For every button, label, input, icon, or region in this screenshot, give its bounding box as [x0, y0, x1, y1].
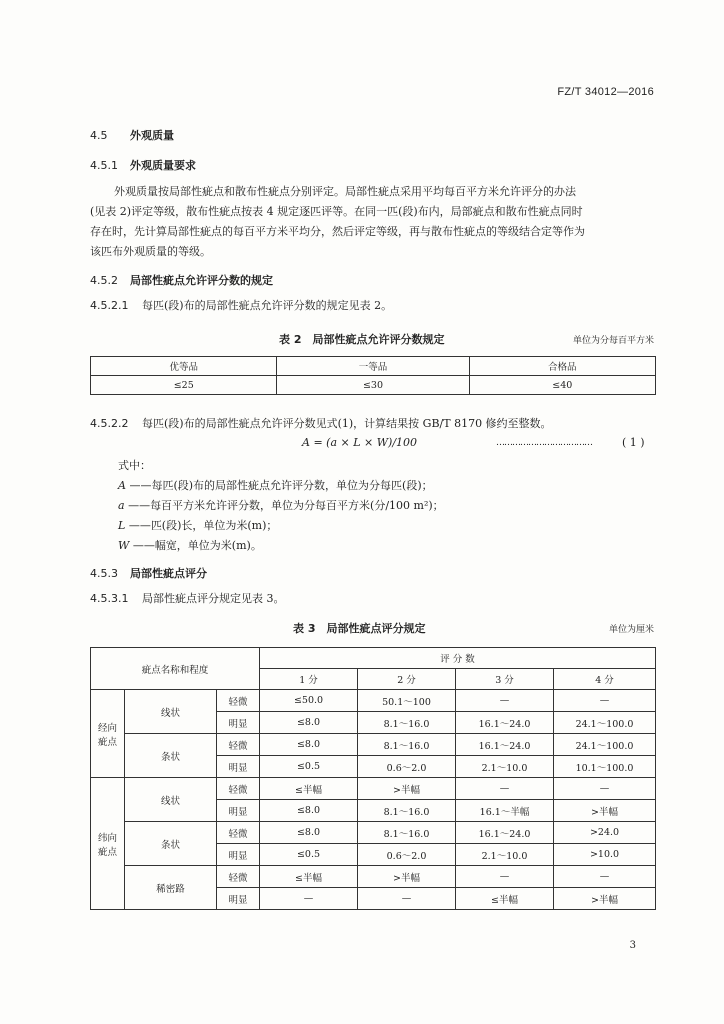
defect-group-cell: 经向 疵点 [91, 690, 125, 778]
score-value-cell: 0.6～2.0 [358, 756, 456, 778]
formula-leader-dots: ……………………………… [496, 438, 592, 448]
variable-desc: ——匹(段)长，单位为米(m)； [128, 519, 278, 532]
score-column-header: 3 分 [456, 669, 554, 690]
variable-symbol: a [118, 499, 125, 512]
table-row [91, 866, 656, 888]
table3-caption: 表 3 局部性疵点评分规定 [293, 622, 426, 635]
score-value-cell: 16.1～半幅 [456, 800, 554, 822]
clause-4-5-3-1 [90, 589, 655, 609]
score-value-cell: 8.1～16.0 [358, 822, 456, 844]
score-value-cell: ≤半幅 [260, 778, 358, 800]
equation-number: ( 1 ) [622, 436, 645, 449]
paragraph-line: 外观质量按局部性疵点和散布性疵点分别评定。局部性疵点采用平均每百平方米允许评分的办法 [114, 185, 576, 198]
severity-cell: 轻微 [217, 822, 260, 844]
score-value-cell: 16.1～24.0 [456, 712, 554, 734]
score-value-cell: — [456, 690, 554, 712]
score-value-cell: >10.0 [554, 844, 656, 866]
paragraph-4-5-1 [90, 182, 655, 262]
score-value-cell: ≤8.0 [260, 800, 358, 822]
table-row [91, 734, 656, 756]
severity-cell: 明显 [217, 888, 260, 910]
heading-title: 外观质量要求 [130, 159, 196, 172]
score-value-cell: 8.1～16.0 [358, 712, 456, 734]
heading-title: 外观质量 [130, 129, 174, 142]
severity-cell: 明显 [217, 712, 260, 734]
clause-4-5-2-2 [90, 414, 655, 434]
table3-body [91, 648, 656, 910]
heading-4-5-1 [90, 157, 196, 173]
score-header-cell: 评 分 数 [260, 648, 656, 669]
where-intro: 式中： [118, 459, 151, 472]
severity-cell: 轻微 [217, 690, 260, 712]
heading-number: 4.5 [90, 129, 108, 142]
paragraph-line: 该匹布外观质量的等级。 [90, 245, 211, 258]
score-value-cell: >半幅 [554, 800, 656, 822]
score-value-cell: 24.1～100.0 [554, 712, 656, 734]
score-value-cell: ≤0.5 [260, 756, 358, 778]
variable-desc: ——幅宽，单位为米(m)。 [132, 539, 262, 552]
score-value-cell: ≤0.5 [260, 844, 358, 866]
table-cell: ≤25 [91, 376, 277, 395]
table-row [91, 778, 656, 800]
variable-line [118, 496, 444, 516]
variable-line [118, 536, 444, 556]
clause-number: 4.5.2.2 [90, 417, 129, 430]
variable-desc: ——每百平方米允许评分数，单位为分每百平方米(分/100 m²)； [128, 499, 444, 512]
severity-cell: 明显 [217, 756, 260, 778]
severity-cell: 轻微 [217, 778, 260, 800]
score-value-cell: >半幅 [554, 888, 656, 910]
table-header-row [91, 357, 656, 376]
table-3 [90, 647, 656, 910]
score-value-cell: >24.0 [554, 822, 656, 844]
severity-cell: 明显 [217, 800, 260, 822]
score-value-cell: ≤半幅 [260, 866, 358, 888]
defect-type-cell: 线状 [125, 778, 217, 822]
score-value-cell: — [456, 866, 554, 888]
score-value-cell: — [358, 888, 456, 910]
score-column-header: 1 分 [260, 669, 358, 690]
clause-4-5-2-1 [90, 296, 655, 316]
heading-4-5 [90, 127, 174, 143]
defect-type-cell: 线状 [125, 690, 217, 734]
formula-expression: A = (a × L × W)/100 [302, 436, 418, 449]
paragraph-line: (见表 2)评定等级，散布性疵点按表 4 规定逐匹评等。在同一匹(段)布内，局部疵点和散布性疵点同时 [90, 205, 583, 218]
score-value-cell: 16.1～24.0 [456, 734, 554, 756]
score-value-cell: 10.1～100.0 [554, 756, 656, 778]
defect-group-cell: 纬向 疵点 [91, 778, 125, 910]
clause-number: 4.5.3.1 [90, 592, 129, 605]
heading-number: 4.5.1 [90, 159, 118, 172]
heading-number: 4.5.3 [90, 567, 118, 580]
score-value-cell: 2.1～10.0 [456, 844, 554, 866]
score-value-cell: ≤8.0 [260, 712, 358, 734]
variable-symbol: A [118, 479, 126, 492]
severity-cell: 轻微 [217, 866, 260, 888]
score-value-cell: ≤半幅 [456, 888, 554, 910]
score-value-cell: — [554, 690, 656, 712]
score-value-cell: 16.1～24.0 [456, 822, 554, 844]
heading-title: 局部性疵点评分 [130, 567, 207, 580]
paragraph-line: 存在时，先计算局部性疵点的每百平方米平均分，然后评定等级，再与散布性疵点的等级结合定等作为 [90, 225, 585, 238]
table-header-cell: 一等品 [277, 357, 469, 376]
score-value-cell: >半幅 [358, 778, 456, 800]
table-cell: ≤30 [277, 376, 469, 395]
score-value-cell: 8.1～16.0 [358, 734, 456, 756]
score-column-header: 4 分 [554, 669, 656, 690]
clause-text: 局部性疵点评分规定见表 3。 [142, 592, 285, 605]
table-header-row [91, 648, 656, 669]
score-value-cell: ≤8.0 [260, 734, 358, 756]
clause-text: 每匹(段)布的局部性疵点允许评分数的规定见表 2。 [142, 299, 393, 312]
score-value-cell: 24.1～100.0 [554, 734, 656, 756]
heading-number: 4.5.2 [90, 274, 118, 287]
table-cell: ≤40 [469, 376, 655, 395]
score-value-cell: 2.1～10.0 [456, 756, 554, 778]
variable-symbol: L [118, 519, 126, 532]
score-value-cell: — [554, 866, 656, 888]
score-column-header: 2 分 [358, 669, 456, 690]
table-2 [90, 356, 656, 395]
score-value-cell: 0.6～2.0 [358, 844, 456, 866]
severity-cell: 明显 [217, 844, 260, 866]
variable-symbol: W [118, 539, 130, 552]
table-header-cell: 合格品 [469, 357, 655, 376]
score-value-cell: — [260, 888, 358, 910]
heading-title: 局部性疵点允许评分数的规定 [130, 274, 273, 287]
defect-type-cell: 稀密路 [125, 866, 217, 910]
formula-variables [118, 456, 444, 556]
heading-4-5-2 [90, 272, 273, 288]
score-value-cell: — [456, 778, 554, 800]
score-value-cell: — [554, 778, 656, 800]
table2-caption: 表 2 局部性疵点允许评分数规定 [279, 333, 445, 346]
variable-line [118, 476, 444, 496]
table-header-cell: 优等品 [91, 357, 277, 376]
severity-cell: 轻微 [217, 734, 260, 756]
score-value-cell: ≤50.0 [260, 690, 358, 712]
defect-type-cell: 条状 [125, 822, 217, 866]
table-row [91, 376, 656, 395]
variable-line [118, 516, 444, 536]
score-value-cell: ≤8.0 [260, 822, 358, 844]
table2-unit: 单位为分每百平方米 [572, 336, 654, 346]
table-row [91, 690, 656, 712]
table-row [91, 822, 656, 844]
standard-code: FZ/T 34012—2016 [557, 86, 654, 98]
clause-number: 4.5.2.1 [90, 299, 129, 312]
page-number: 3 [629, 940, 636, 951]
score-value-cell: >半幅 [358, 866, 456, 888]
score-value-cell: 8.1～16.0 [358, 800, 456, 822]
heading-4-5-3 [90, 565, 207, 581]
table3-unit: 单位为厘米 [608, 625, 654, 635]
corner-header-cell: 疵点名称和程度 [91, 648, 260, 690]
score-value-cell: 50.1～100 [358, 690, 456, 712]
defect-type-cell: 条状 [125, 734, 217, 778]
variable-desc: ——每匹(段)布的局部性疵点允许评分数，单位为分每匹(段)； [129, 479, 433, 492]
clause-text: 每匹(段)布的局部性疵点允许评分数见式(1)，计算结果按 GB/T 8170 修约至整数。 [142, 417, 552, 430]
